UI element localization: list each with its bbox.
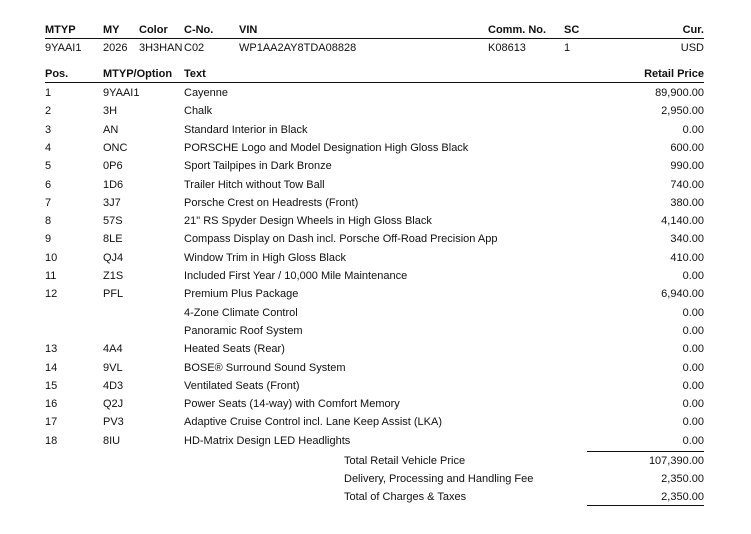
row-option-code: Q2J bbox=[103, 398, 124, 411]
row-option-code: QJ4 bbox=[103, 251, 124, 264]
row-option-code: 8IU bbox=[103, 434, 121, 447]
row-retail-price: 0.00 bbox=[682, 123, 704, 136]
header-label-color: Color bbox=[139, 24, 168, 36]
row-pos: 2 bbox=[45, 105, 52, 118]
table-row bbox=[0, 413, 751, 431]
row-description: Adaptive Cruise Control incl. Lane Keep Assist (LKA) bbox=[184, 416, 443, 429]
header-value-color: 3H3HAN bbox=[139, 42, 183, 54]
table-row bbox=[0, 121, 751, 139]
header-value-mtyp: 9YAAI1 bbox=[45, 42, 82, 54]
row-retail-price: 0.00 bbox=[682, 379, 704, 392]
row-option-code: 4A4 bbox=[103, 343, 123, 356]
row-retail-price: 4,140.00 bbox=[661, 215, 704, 228]
row-option-code: 3J7 bbox=[103, 196, 121, 209]
row-pos: 5 bbox=[45, 160, 52, 173]
header-label-currency: Cur. bbox=[682, 24, 704, 36]
row-pos: 15 bbox=[45, 379, 58, 392]
table-row bbox=[0, 102, 751, 120]
row-option-code: 0P6 bbox=[103, 160, 123, 173]
row-description: Heated Seats (Rear) bbox=[184, 343, 285, 356]
summary-row bbox=[0, 452, 751, 470]
row-pos: 11 bbox=[45, 270, 57, 282]
summary-row bbox=[0, 488, 751, 506]
table-row bbox=[0, 139, 751, 157]
row-pos: 9 bbox=[45, 233, 52, 246]
table-row bbox=[0, 322, 751, 340]
row-retail-price: 0.00 bbox=[682, 324, 704, 337]
row-option-code: 4D3 bbox=[103, 379, 124, 392]
header-value-sc: 1 bbox=[564, 42, 571, 54]
header-label-row bbox=[0, 21, 751, 39]
row-description: Trailer Hitch without Tow Ball bbox=[184, 178, 325, 191]
row-pos: 1 bbox=[45, 87, 52, 99]
row-pos: 17 bbox=[45, 416, 58, 429]
table-row bbox=[0, 267, 751, 285]
row-description: Power Seats (14-way) with Comfort Memory bbox=[184, 398, 400, 411]
row-retail-price: 740.00 bbox=[670, 178, 704, 191]
table-row bbox=[0, 432, 751, 450]
table-header-divider bbox=[45, 82, 704, 83]
row-option-code: ONC bbox=[103, 141, 128, 154]
row-description: Ventilated Seats (Front) bbox=[184, 379, 300, 392]
row-pos: 18 bbox=[45, 434, 58, 447]
summary-label: Total of Charges & Taxes bbox=[344, 491, 467, 503]
row-description: Panoramic Roof System bbox=[184, 324, 303, 337]
row-pos: 13 bbox=[45, 343, 58, 356]
header-label-vin: VIN bbox=[239, 24, 258, 36]
column-header-option: MTYP/Option bbox=[103, 68, 173, 80]
row-pos: 6 bbox=[45, 178, 52, 191]
table-row bbox=[0, 395, 751, 413]
row-option-code: 1D6 bbox=[103, 178, 124, 191]
row-pos: 7 bbox=[45, 196, 52, 209]
summary-label: Total Retail Vehicle Price bbox=[344, 455, 466, 467]
summary-value: 2,350.00 bbox=[661, 491, 704, 503]
row-description: Standard Interior in Black bbox=[184, 123, 308, 136]
table-row bbox=[0, 157, 751, 175]
row-pos: 12 bbox=[45, 288, 58, 301]
header-value-my: 2026 bbox=[103, 42, 128, 54]
row-description: Included First Year / 10,000 Mile Maintenance bbox=[184, 270, 408, 282]
row-option-code: 9VL bbox=[103, 361, 123, 374]
table-row bbox=[0, 176, 751, 194]
total-rule bbox=[587, 505, 704, 506]
row-retail-price: 0.00 bbox=[682, 306, 704, 319]
column-header-retail-price: Retail Price bbox=[644, 68, 704, 80]
column-header-text: Text bbox=[184, 68, 206, 80]
row-description: Window Trim in High Gloss Black bbox=[184, 251, 346, 264]
row-description: Porsche Crest on Headrests (Front) bbox=[184, 196, 359, 209]
row-retail-price: 340.00 bbox=[670, 233, 704, 246]
header-label-cno: C-No. bbox=[184, 24, 214, 36]
row-pos: 16 bbox=[45, 398, 58, 411]
row-retail-price: 0.00 bbox=[682, 270, 704, 282]
row-pos: 4 bbox=[45, 141, 52, 154]
table-row bbox=[0, 249, 751, 267]
header-value-vin: WP1AA2AY8TDA08828 bbox=[239, 42, 357, 54]
row-retail-price: 0.00 bbox=[682, 434, 704, 447]
row-retail-price: 0.00 bbox=[682, 398, 704, 411]
row-option-code: 3H bbox=[103, 105, 118, 118]
header-value-cno: C02 bbox=[184, 42, 205, 54]
row-retail-price: 0.00 bbox=[682, 361, 704, 374]
table-row bbox=[0, 377, 751, 395]
row-retail-price: 0.00 bbox=[682, 416, 704, 429]
row-description: Premium Plus Package bbox=[184, 288, 299, 301]
row-description: Cayenne bbox=[184, 87, 229, 99]
row-option-code: 57S bbox=[103, 215, 123, 228]
table-row bbox=[0, 230, 751, 248]
row-description: HD-Matrix Design LED Headlights bbox=[184, 434, 351, 447]
summary-row bbox=[0, 470, 751, 488]
row-pos: 10 bbox=[45, 251, 58, 264]
table-row bbox=[0, 340, 751, 358]
row-retail-price: 89,900.00 bbox=[655, 87, 704, 99]
row-retail-price: 2,950.00 bbox=[661, 105, 704, 118]
row-description: Sport Tailpipes in Dark Bronze bbox=[184, 160, 332, 173]
header-value-currency: USD bbox=[680, 42, 704, 54]
row-option-code: AN bbox=[103, 123, 119, 136]
table-header-row bbox=[0, 65, 751, 83]
row-retail-price: 990.00 bbox=[670, 160, 704, 173]
header-value-comm-no: K08613 bbox=[488, 42, 526, 54]
row-description: Compass Display on Dash incl. Porsche Off-Road Precision App bbox=[184, 233, 498, 246]
row-description: BOSE® Surround Sound System bbox=[184, 361, 346, 374]
row-description: Chalk bbox=[184, 105, 213, 118]
summary-value: 2,350.00 bbox=[661, 473, 704, 485]
row-description: 21" RS Spyder Design Wheels in High Gloss Black bbox=[184, 215, 432, 228]
row-option-code: 8LE bbox=[103, 233, 123, 246]
row-retail-price: 0.00 bbox=[682, 343, 704, 356]
header-label-comm-no: Comm. No. bbox=[488, 24, 547, 36]
row-option-code: 9YAAI1 bbox=[103, 87, 140, 99]
table-row bbox=[0, 194, 751, 212]
row-retail-price: 380.00 bbox=[670, 196, 704, 209]
row-pos: 3 bbox=[45, 123, 52, 136]
row-retail-price: 6,940.00 bbox=[661, 288, 704, 301]
row-description: 4-Zone Climate Control bbox=[184, 306, 298, 319]
header-label-mtyp: MTYP bbox=[45, 24, 76, 36]
row-pos: 8 bbox=[45, 215, 52, 228]
table-row bbox=[0, 285, 751, 303]
header-value-row bbox=[0, 39, 751, 57]
summary-value: 107,390.00 bbox=[648, 455, 704, 467]
header-label-sc: SC bbox=[564, 24, 580, 36]
header-label-my: MY bbox=[103, 24, 120, 36]
row-option-code: Z1S bbox=[103, 270, 124, 282]
table-row bbox=[0, 359, 751, 377]
row-description: PORSCHE Logo and Model Designation High Gloss Black bbox=[184, 141, 469, 154]
row-retail-price: 600.00 bbox=[670, 141, 704, 154]
row-option-code: PV3 bbox=[103, 416, 124, 429]
table-row bbox=[0, 304, 751, 322]
row-option-code: PFL bbox=[103, 288, 124, 301]
table-row bbox=[0, 84, 751, 102]
summary-label: Delivery, Processing and Handling Fee bbox=[344, 473, 534, 485]
table-row bbox=[0, 212, 751, 230]
row-retail-price: 410.00 bbox=[670, 251, 704, 264]
row-pos: 14 bbox=[45, 361, 58, 374]
column-header-pos: Pos. bbox=[45, 68, 69, 80]
